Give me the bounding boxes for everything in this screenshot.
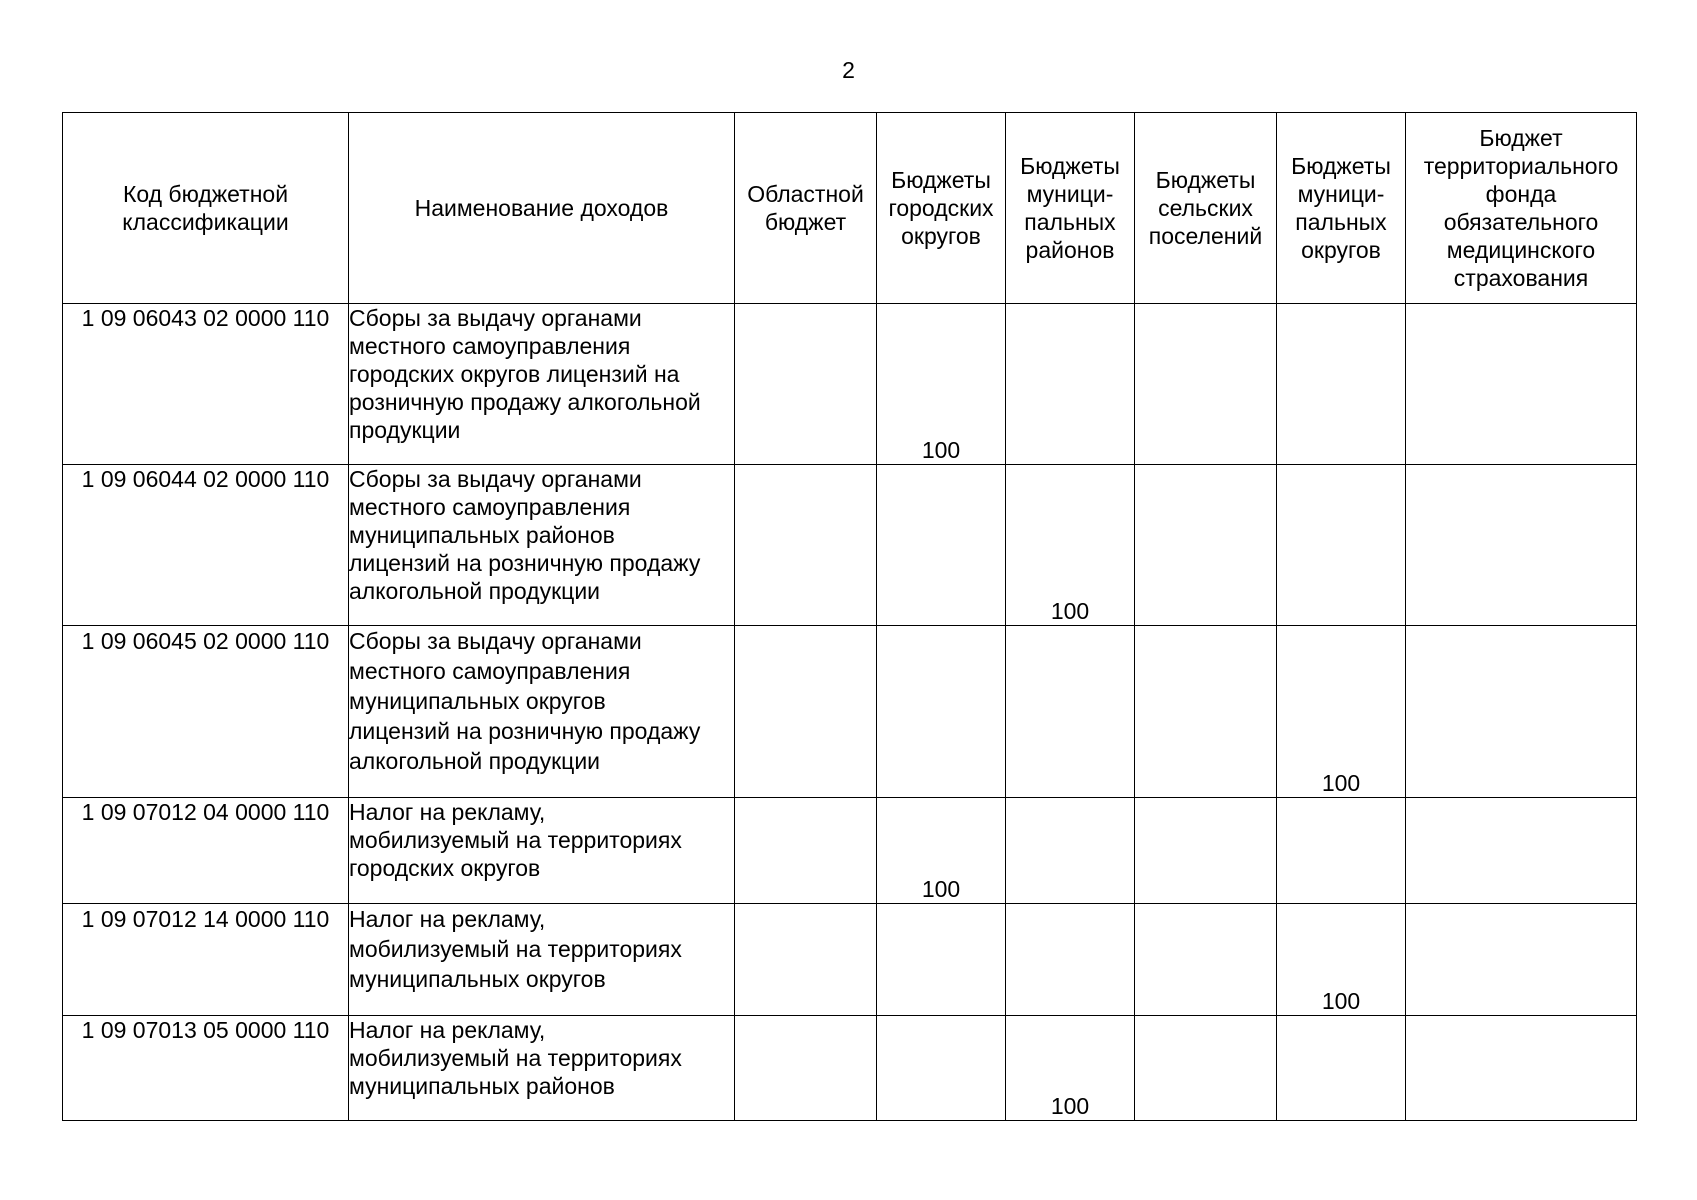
- value-cell-rural-settlements: [1135, 304, 1277, 465]
- value-cell-rural-settlements: [1135, 465, 1277, 626]
- table-row: [63, 798, 1637, 904]
- value-cell-health-fund: [1406, 798, 1637, 904]
- table-row: [63, 465, 1637, 626]
- header-municipal-districts: Бюджеты муници- пальных округов: [1277, 113, 1406, 304]
- value-cell-municipal-districts: [1277, 304, 1406, 465]
- value-cell-health-fund: [1406, 1016, 1637, 1121]
- budget-code-cell: 1 09 07012 14 0000 110: [63, 904, 349, 1016]
- revenue-name-cell: Налог на рекламу, мобилизуемый на территориях городских округов: [349, 798, 735, 904]
- value-cell-municipal-districts: 100: [1277, 626, 1406, 798]
- value-cell-city-districts: [877, 465, 1006, 626]
- revenue-name-cell: Налог на рекламу, мобилизуемый на территориях муниципальных округов: [349, 904, 735, 1016]
- page-number: 2: [842, 57, 855, 83]
- budget-code-cell: 1 09 07013 05 0000 110: [63, 1016, 349, 1121]
- header-name: Наименование доходов: [349, 113, 735, 304]
- value-cell-rural-settlements: [1135, 798, 1277, 904]
- value-cell-health-fund: [1406, 626, 1637, 798]
- header-regional-budget: Областной бюджет: [735, 113, 877, 304]
- value-cell-health-fund: [1406, 465, 1637, 626]
- value-cell-health-fund: [1406, 304, 1637, 465]
- revenue-distribution-table: [62, 112, 1637, 1121]
- revenue-name-cell: Налог на рекламу, мобилизуемый на территориях муниципальных районов: [349, 1016, 735, 1121]
- value-cell-rural-settlements: [1135, 904, 1277, 1016]
- header-rural-settlements: Бюджеты сельских поселений: [1135, 113, 1277, 304]
- budget-code-cell: 1 09 06043 02 0000 110: [63, 304, 349, 465]
- value-cell-municipal-regions: [1006, 304, 1135, 465]
- value-cell-city-districts: [877, 626, 1006, 798]
- value-cell-city-districts: 100: [877, 798, 1006, 904]
- header-municipal-regions: Бюджеты муници- пальных районов: [1006, 113, 1135, 304]
- value-cell-city-districts: [877, 1016, 1006, 1121]
- budget-code-cell: 1 09 07012 04 0000 110: [63, 798, 349, 904]
- table-row: [63, 904, 1637, 1016]
- value-cell-rural-settlements: [1135, 626, 1277, 798]
- value-cell-regional: [735, 798, 877, 904]
- value-cell-regional: [735, 626, 877, 798]
- value-cell-municipal-districts: [1277, 465, 1406, 626]
- value-cell-municipal-regions: 100: [1006, 1016, 1135, 1121]
- revenue-name-cell: Сборы за выдачу органами местного самоуправления муниципальных районов лицензий на розничную продажу алкогольной продукции: [349, 465, 735, 626]
- header-health-fund: Бюджет территориального фонда обязательного медицинского страхования: [1406, 113, 1637, 304]
- value-cell-rural-settlements: [1135, 1016, 1277, 1121]
- budget-code-cell: 1 09 06044 02 0000 110: [63, 465, 349, 626]
- value-cell-municipal-regions: [1006, 904, 1135, 1016]
- value-cell-health-fund: [1406, 904, 1637, 1016]
- budget-code-cell: 1 09 06045 02 0000 110: [63, 626, 349, 798]
- revenue-name-cell: Сборы за выдачу органами местного самоуправления муниципальных округов лицензий на розничную продажу алкогольной продукции: [349, 626, 735, 798]
- header-city-districts: Бюджеты городских округов: [877, 113, 1006, 304]
- value-cell-municipal-districts: [1277, 1016, 1406, 1121]
- value-cell-regional: [735, 465, 877, 626]
- table-row: [63, 304, 1637, 465]
- table-header-row: [63, 113, 1637, 304]
- value-cell-municipal-regions: [1006, 798, 1135, 904]
- table-row: [63, 1016, 1637, 1121]
- value-cell-city-districts: [877, 904, 1006, 1016]
- value-cell-regional: [735, 1016, 877, 1121]
- value-cell-regional: [735, 304, 877, 465]
- table-row: [63, 626, 1637, 798]
- value-cell-municipal-regions: [1006, 626, 1135, 798]
- value-cell-municipal-districts: [1277, 798, 1406, 904]
- value-cell-municipal-regions: 100: [1006, 465, 1135, 626]
- value-cell-city-districts: 100: [877, 304, 1006, 465]
- value-cell-municipal-districts: 100: [1277, 904, 1406, 1016]
- value-cell-regional: [735, 904, 877, 1016]
- revenue-name-cell: Сборы за выдачу органами местного самоуправления городских округов лицензий на розничную продажу алкогольной продукции: [349, 304, 735, 465]
- header-code: Код бюджетной классификации: [63, 113, 349, 304]
